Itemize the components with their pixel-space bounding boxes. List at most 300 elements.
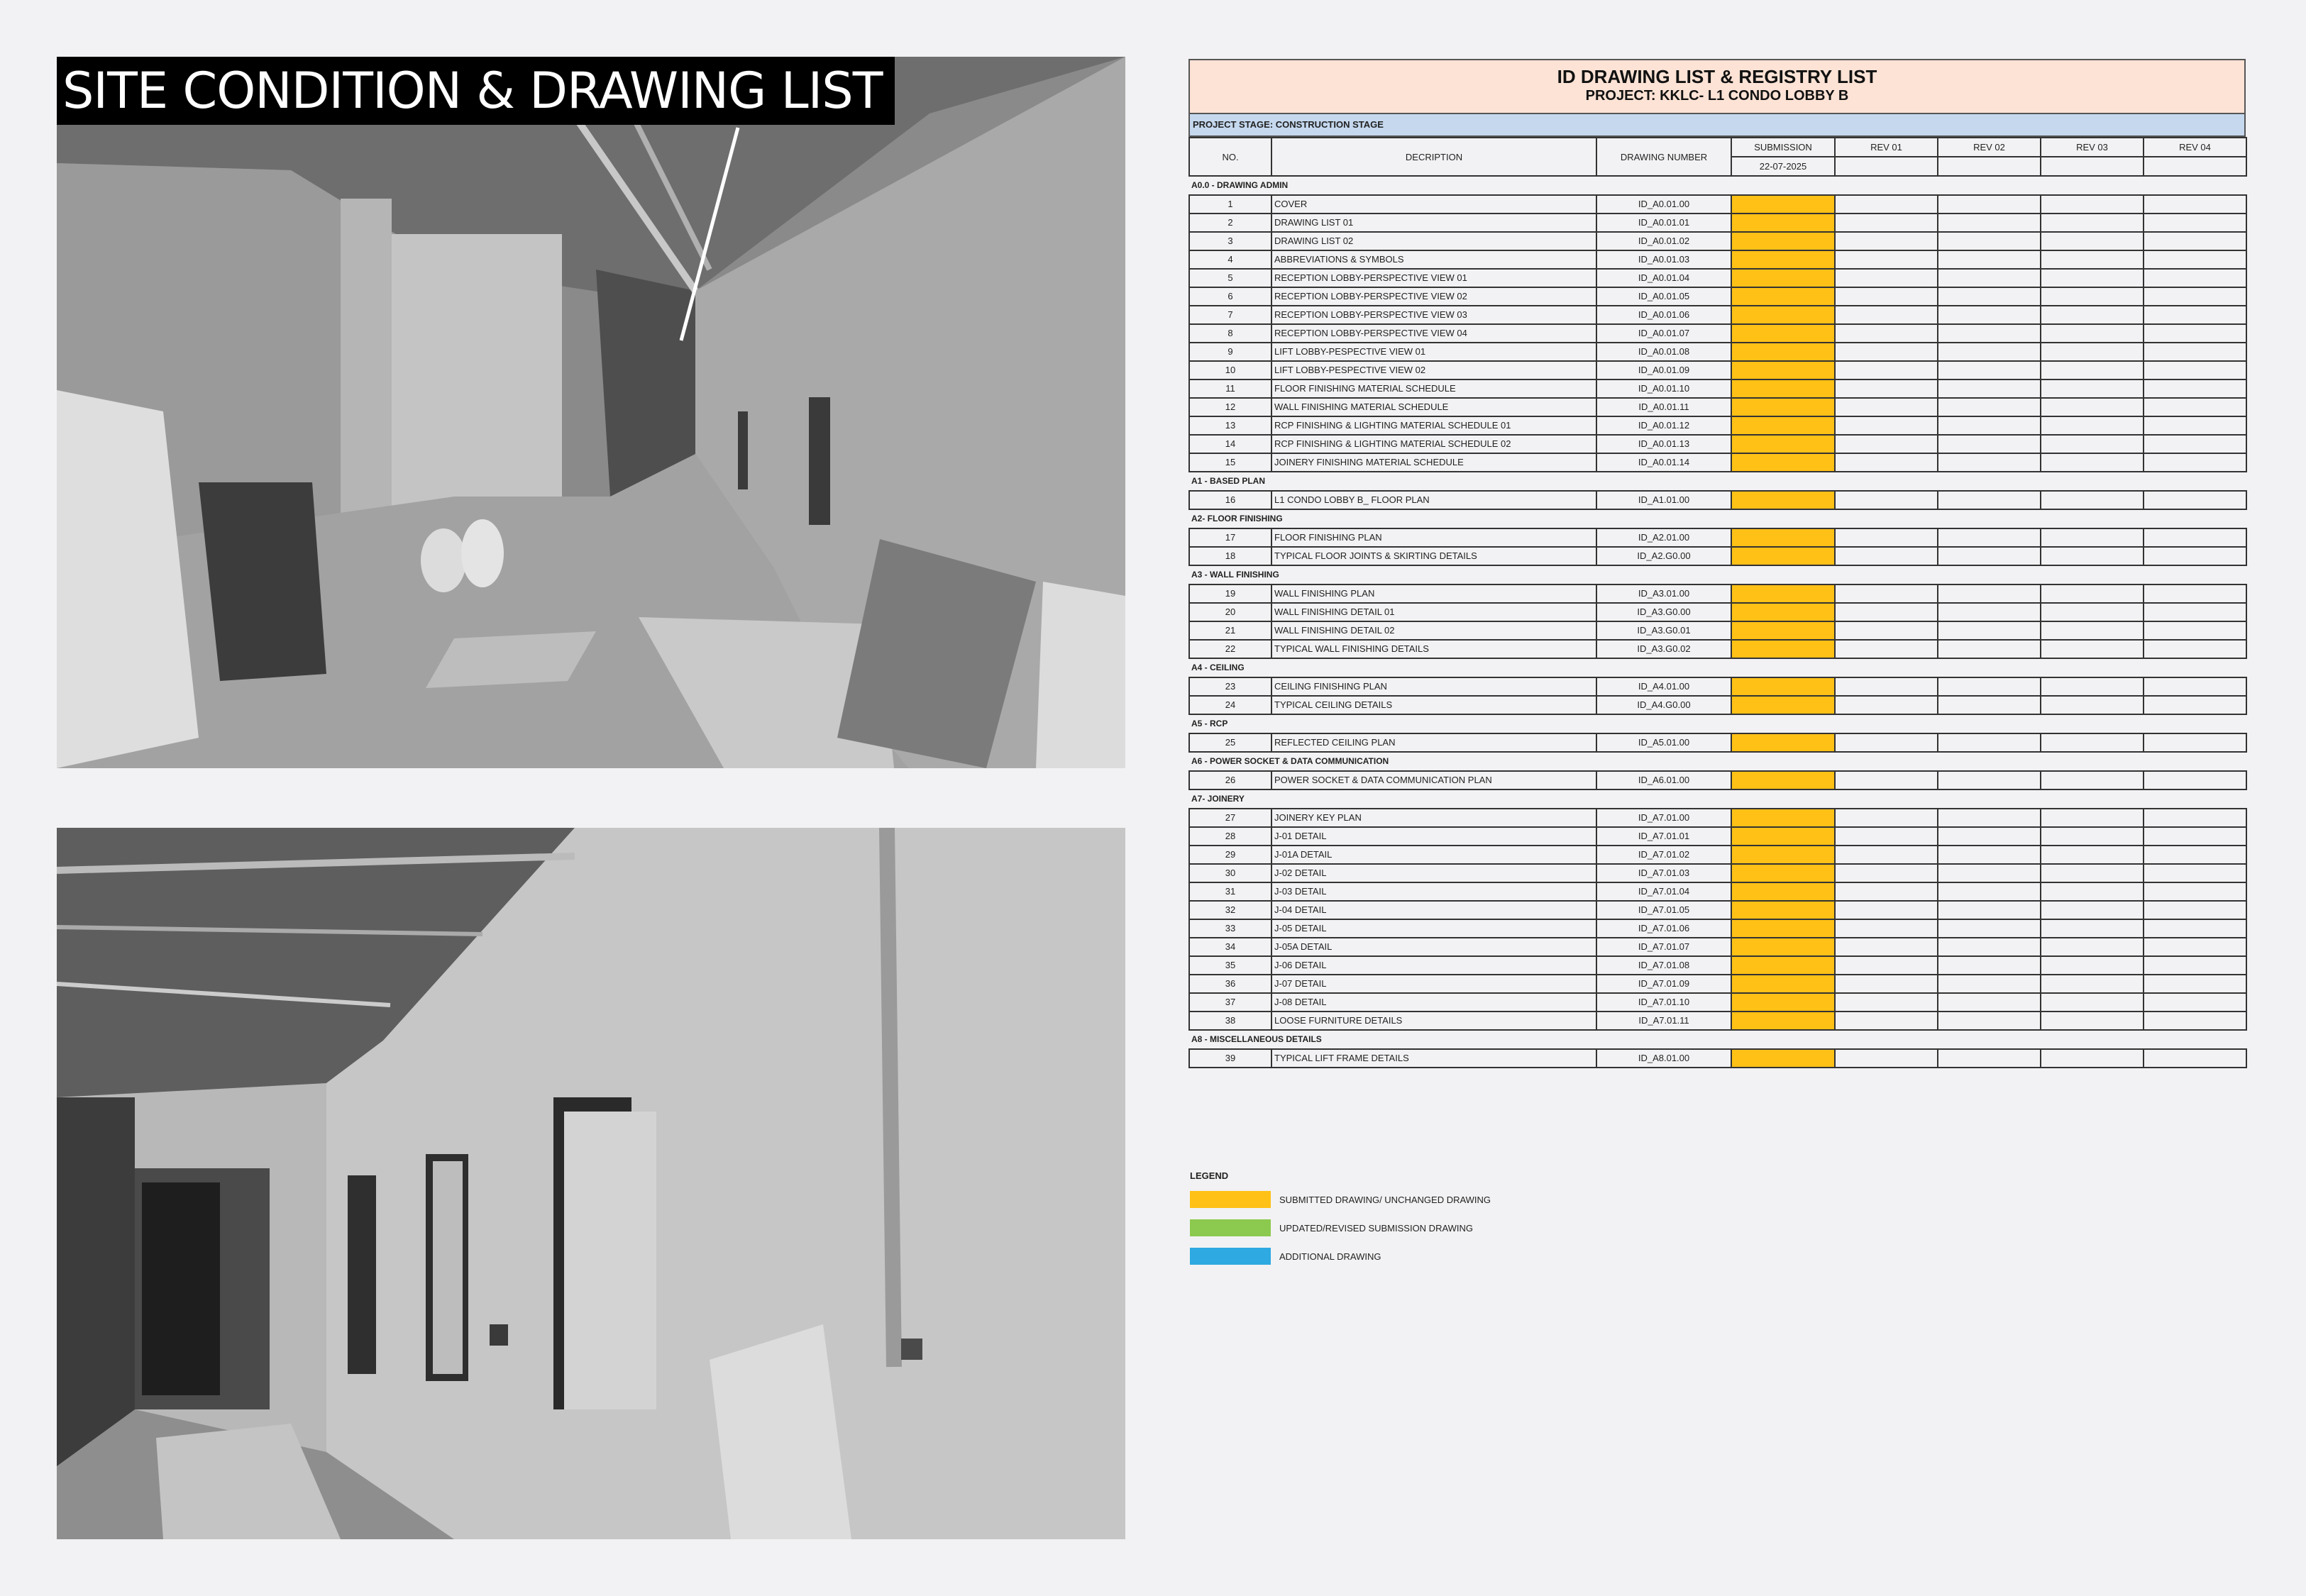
rev04-cell [2144, 232, 2246, 250]
rev04-cell [2144, 846, 2246, 864]
group-heading: A0.0 - DRAWING ADMIN [1189, 176, 2246, 195]
rev03-cell [2041, 603, 2144, 621]
rev04-cell [2144, 343, 2246, 361]
rev02-cell [1938, 195, 2041, 214]
drawing-registry [1188, 59, 2246, 1068]
registry-title: ID DRAWING LIST & REGISTRY LIST [1557, 66, 1877, 87]
rev04-cell [2144, 287, 2246, 306]
row-drawing-number: ID_A7.01.11 [1596, 1012, 1731, 1030]
row-drawing-number: ID_A2.01.00 [1596, 528, 1731, 547]
rev01-cell [1835, 1012, 1938, 1030]
rev02-cell [1938, 1012, 2041, 1030]
legend-title: LEGEND [1190, 1170, 1229, 1181]
group-row [1189, 714, 2246, 733]
rev02-cell [1938, 696, 2041, 714]
drawing-table [1188, 137, 2247, 1068]
rev04-cell [2144, 882, 2246, 901]
rev03-cell [2041, 975, 2144, 993]
row-drawing-number: ID_A0.01.09 [1596, 361, 1731, 379]
row-drawing-number: ID_A0.01.05 [1596, 287, 1731, 306]
row-drawing-number: ID_A7.01.00 [1596, 809, 1731, 827]
row-no: 18 [1189, 547, 1271, 565]
submission-cell [1731, 250, 1835, 269]
table-row [1189, 938, 2246, 956]
row-description: POWER SOCKET & DATA COMMUNICATION PLAN [1271, 771, 1596, 789]
table-row [1189, 733, 2246, 752]
group-row [1189, 752, 2246, 771]
rev04-cell [2144, 677, 2246, 696]
rev01-cell [1835, 677, 1938, 696]
row-drawing-number: ID_A3.G0.02 [1596, 640, 1731, 658]
row-drawing-number: ID_A1.01.00 [1596, 491, 1731, 509]
submission-cell [1731, 416, 1835, 435]
rev03-cell [2041, 733, 2144, 752]
row-description: J-02 DETAIL [1271, 864, 1596, 882]
group-row [1189, 658, 2246, 677]
rev01-cell [1835, 195, 1938, 214]
submission-cell [1731, 453, 1835, 472]
rev03-cell [2041, 287, 2144, 306]
row-drawing-number: ID_A4.G0.00 [1596, 696, 1731, 714]
table-row [1189, 993, 2246, 1012]
row-drawing-number: ID_A3.G0.00 [1596, 603, 1731, 621]
row-drawing-number: ID_A0.01.06 [1596, 306, 1731, 324]
rev02-cell [1938, 919, 2041, 938]
legend-item-additional [1190, 1242, 1491, 1270]
submission-cell [1731, 696, 1835, 714]
rev01-cell [1835, 827, 1938, 846]
row-drawing-number: ID_A7.01.05 [1596, 901, 1731, 919]
rev01-cell [1835, 379, 1938, 398]
rev04-cell [2144, 621, 2246, 640]
rev02-cell [1938, 882, 2041, 901]
table-row [1189, 214, 2246, 232]
row-drawing-number: ID_A0.01.14 [1596, 453, 1731, 472]
rev03-cell [2041, 938, 2144, 956]
rev02-cell [1938, 846, 2041, 864]
col-header-no: NO. [1189, 138, 1271, 176]
row-no: 17 [1189, 528, 1271, 547]
submission-cell [1731, 846, 1835, 864]
submission-cell [1731, 343, 1835, 361]
submission-cell [1731, 938, 1835, 956]
rev01-cell [1835, 435, 1938, 453]
rev02-cell [1938, 398, 2041, 416]
rev03-cell [2041, 621, 2144, 640]
row-description: J-04 DETAIL [1271, 901, 1596, 919]
rev01-cell [1835, 975, 1938, 993]
row-description: TYPICAL FLOOR JOINTS & SKIRTING DETAILS [1271, 547, 1596, 565]
rev02-cell [1938, 250, 2041, 269]
table-row [1189, 379, 2246, 398]
row-description: ABBREVIATIONS & SYMBOLS [1271, 250, 1596, 269]
table-row [1189, 398, 2246, 416]
row-no: 7 [1189, 306, 1271, 324]
rev02-cell [1938, 547, 2041, 565]
row-no: 14 [1189, 435, 1271, 453]
table-row [1189, 677, 2246, 696]
group-heading: A6 - POWER SOCKET & DATA COMMUNICATION [1189, 752, 2246, 771]
group-row [1189, 565, 2246, 584]
submission-cell [1731, 882, 1835, 901]
rev02-cell [1938, 603, 2041, 621]
table-row [1189, 771, 2246, 789]
row-no: 13 [1189, 416, 1271, 435]
rev04-cell [2144, 398, 2246, 416]
site-photo-corridor [57, 57, 1125, 768]
rev03-cell [2041, 528, 2144, 547]
row-no: 20 [1189, 603, 1271, 621]
site-photo-lift-lobby [57, 828, 1125, 1539]
row-description: J-01A DETAIL [1271, 846, 1596, 864]
table-row [1189, 306, 2246, 324]
col-header-description: DECRIPTION [1271, 138, 1596, 176]
rev01-cell [1835, 361, 1938, 379]
rev01-cell [1835, 919, 1938, 938]
rev01-cell [1835, 416, 1938, 435]
rev01-cell [1835, 696, 1938, 714]
rev03-cell [2041, 379, 2144, 398]
rev01-cell [1835, 214, 1938, 232]
row-no: 2 [1189, 214, 1271, 232]
row-description: JOINERY FINISHING MATERIAL SCHEDULE [1271, 453, 1596, 472]
rev02-cell [1938, 864, 2041, 882]
row-description: CEILING FINISHING PLAN [1271, 677, 1596, 696]
row-no: 5 [1189, 269, 1271, 287]
group-row [1189, 789, 2246, 809]
rev04-cell [2144, 1012, 2246, 1030]
rev01-cell [1835, 771, 1938, 789]
rev04-cell [2144, 195, 2246, 214]
rev04-cell [2144, 324, 2246, 343]
row-drawing-number: ID_A7.01.08 [1596, 956, 1731, 975]
group-heading: A4 - CEILING [1189, 658, 2246, 677]
rev04-cell [2144, 771, 2246, 789]
col-header-submission: SUBMISSION [1731, 138, 1835, 157]
row-no: 3 [1189, 232, 1271, 250]
rev02-cell [1938, 584, 2041, 603]
submission-cell [1731, 435, 1835, 453]
rev04-cell [2144, 491, 2246, 509]
rev01-cell [1835, 1049, 1938, 1068]
rev01-cell [1835, 287, 1938, 306]
rev03-cell [2041, 343, 2144, 361]
rev02-cell [1938, 232, 2041, 250]
legend-label: UPDATED/REVISED SUBMISSION DRAWING [1279, 1222, 1474, 1234]
row-no: 8 [1189, 324, 1271, 343]
rev01-cell [1835, 453, 1938, 472]
rev04-cell [2144, 993, 2246, 1012]
rev03-cell [2041, 846, 2144, 864]
row-description: RCP FINISHING & LIGHTING MATERIAL SCHEDULE 02 [1271, 435, 1596, 453]
row-no: 28 [1189, 827, 1271, 846]
submission-cell [1731, 827, 1835, 846]
rev02-cell [1938, 528, 2041, 547]
rev01-cell [1835, 603, 1938, 621]
table-row [1189, 453, 2246, 472]
rev02-cell [1938, 938, 2041, 956]
table-row [1189, 491, 2246, 509]
rev03-cell [2041, 306, 2144, 324]
rev03-cell [2041, 250, 2144, 269]
col-header-rev04: REV 04 [2144, 138, 2246, 157]
submission-cell [1731, 269, 1835, 287]
row-description: WALL FINISHING DETAIL 02 [1271, 621, 1596, 640]
table-row [1189, 640, 2246, 658]
row-description: LIFT LOBBY-PESPECTIVE VIEW 01 [1271, 343, 1596, 361]
rev04-cell [2144, 250, 2246, 269]
row-no: 26 [1189, 771, 1271, 789]
rev02-cell [1938, 435, 2041, 453]
rev02-cell [1938, 343, 2041, 361]
row-no: 4 [1189, 250, 1271, 269]
table-row [1189, 809, 2246, 827]
table-row [1189, 287, 2246, 306]
col-header-rev02: REV 02 [1938, 138, 2041, 157]
rev01-cell [1835, 528, 1938, 547]
submission-cell [1731, 195, 1835, 214]
row-description: DRAWING LIST 02 [1271, 232, 1596, 250]
rev04-cell [2144, 809, 2246, 827]
rev02-cell [1938, 214, 2041, 232]
rev03-cell [2041, 361, 2144, 379]
table-row [1189, 584, 2246, 603]
submission-cell [1731, 491, 1835, 509]
group-heading: A2- FLOOR FINISHING [1189, 509, 2246, 528]
rev04-cell [2144, 379, 2246, 398]
rev03-cell [2041, 901, 2144, 919]
row-description: WALL FINISHING DETAIL 01 [1271, 603, 1596, 621]
row-drawing-number: ID_A7.01.02 [1596, 846, 1731, 864]
row-description: RECEPTION LOBBY-PERSPECTIVE VIEW 04 [1271, 324, 1596, 343]
rev03-cell [2041, 398, 2144, 416]
rev04-cell [2144, 547, 2246, 565]
table-row [1189, 195, 2246, 214]
table-row [1189, 975, 2246, 993]
rev02-cell [1938, 640, 2041, 658]
row-description: WALL FINISHING MATERIAL SCHEDULE [1271, 398, 1596, 416]
rev03-cell [2041, 640, 2144, 658]
submission-cell [1731, 547, 1835, 565]
row-description: TYPICAL CEILING DETAILS [1271, 696, 1596, 714]
row-no: 9 [1189, 343, 1271, 361]
registry-project: PROJECT: KKLC- L1 CONDO LOBBY B [1585, 88, 1849, 104]
table-row [1189, 232, 2246, 250]
row-description: J-05 DETAIL [1271, 919, 1596, 938]
row-description: RECEPTION LOBBY-PERSPECTIVE VIEW 01 [1271, 269, 1596, 287]
rev03-cell [2041, 491, 2144, 509]
table-row [1189, 416, 2246, 435]
row-no: 33 [1189, 919, 1271, 938]
group-row [1189, 509, 2246, 528]
row-no: 34 [1189, 938, 1271, 956]
row-no: 29 [1189, 846, 1271, 864]
row-no: 30 [1189, 864, 1271, 882]
rev04-cell [2144, 938, 2246, 956]
rev04-cell [2144, 956, 2246, 975]
row-description: J-01 DETAIL [1271, 827, 1596, 846]
group-row [1189, 176, 2246, 195]
row-drawing-number: ID_A0.01.00 [1596, 195, 1731, 214]
legend-label: ADDITIONAL DRAWING [1279, 1251, 1381, 1262]
row-no: 15 [1189, 453, 1271, 472]
table-row [1189, 864, 2246, 882]
submission-date: 22-07-2025 [1731, 157, 1835, 176]
table-row [1189, 882, 2246, 901]
submission-cell [1731, 287, 1835, 306]
rev03-cell [2041, 416, 2144, 435]
row-description: COVER [1271, 195, 1596, 214]
rev02-cell [1938, 733, 2041, 752]
rev04-cell [2144, 696, 2246, 714]
row-drawing-number: ID_A3.G0.01 [1596, 621, 1731, 640]
submission-cell [1731, 214, 1835, 232]
rev01-cell [1835, 269, 1938, 287]
row-description: FLOOR FINISHING MATERIAL SCHEDULE [1271, 379, 1596, 398]
row-drawing-number: ID_A8.01.00 [1596, 1049, 1731, 1068]
submission-cell [1731, 398, 1835, 416]
page-title: SITE CONDITION & DRAWING LIST [57, 57, 895, 125]
table-row [1189, 435, 2246, 453]
row-description: L1 CONDO LOBBY B_ FLOOR PLAN [1271, 491, 1596, 509]
submission-cell [1731, 993, 1835, 1012]
group-heading: A8 - MISCELLANEOUS DETAILS [1189, 1030, 2246, 1049]
rev02-cell [1938, 993, 2041, 1012]
row-drawing-number: ID_A4.01.00 [1596, 677, 1731, 696]
row-description: REFLECTED CEILING PLAN [1271, 733, 1596, 752]
row-description: RCP FINISHING & LIGHTING MATERIAL SCHEDULE 01 [1271, 416, 1596, 435]
rev01-cell [1835, 809, 1938, 827]
submission-cell [1731, 1049, 1835, 1068]
rev01-cell [1835, 547, 1938, 565]
rev03-cell [2041, 696, 2144, 714]
submission-cell [1731, 306, 1835, 324]
row-no: 1 [1189, 195, 1271, 214]
rev03-cell [2041, 584, 2144, 603]
row-description: DRAWING LIST 01 [1271, 214, 1596, 232]
rev04-cell [2144, 603, 2246, 621]
submission-cell [1731, 733, 1835, 752]
row-drawing-number: ID_A0.01.07 [1596, 324, 1731, 343]
group-heading: A5 - RCP [1189, 714, 2246, 733]
rev02-cell [1938, 827, 2041, 846]
row-drawing-number: ID_A0.01.13 [1596, 435, 1731, 453]
rev04-cell [2144, 640, 2246, 658]
rev02-cell [1938, 361, 2041, 379]
rev03-cell [2041, 195, 2144, 214]
rev03-cell [2041, 956, 2144, 975]
rev03-cell [2041, 677, 2144, 696]
table-row [1189, 324, 2246, 343]
rev03-cell [2041, 214, 2144, 232]
row-description: J-08 DETAIL [1271, 993, 1596, 1012]
submission-cell [1731, 677, 1835, 696]
rev01-cell [1835, 306, 1938, 324]
table-row [1189, 919, 2246, 938]
rev01-cell [1835, 640, 1938, 658]
rev03-cell [2041, 453, 2144, 472]
submission-cell [1731, 528, 1835, 547]
submission-cell [1731, 361, 1835, 379]
rev04-cell [2144, 901, 2246, 919]
row-drawing-number: ID_A0.01.08 [1596, 343, 1731, 361]
row-no: 24 [1189, 696, 1271, 714]
submission-cell [1731, 901, 1835, 919]
row-no: 31 [1189, 882, 1271, 901]
table-row [1189, 827, 2246, 846]
group-row [1189, 1030, 2246, 1049]
rev04-cell [2144, 827, 2246, 846]
legend-swatch-green [1190, 1219, 1271, 1236]
rev03-cell [2041, 1012, 2144, 1030]
table-row [1189, 846, 2246, 864]
rev04-cell [2144, 584, 2246, 603]
rev01-cell [1835, 324, 1938, 343]
legend-item-updated [1190, 1214, 1491, 1242]
rev04-cell [2144, 306, 2246, 324]
rev03-cell [2041, 864, 2144, 882]
submission-cell [1731, 1012, 1835, 1030]
submission-cell [1731, 809, 1835, 827]
row-drawing-number: ID_A7.01.01 [1596, 827, 1731, 846]
rev03-cell [2041, 993, 2144, 1012]
table-row [1189, 956, 2246, 975]
rev03-cell [2041, 809, 2144, 827]
submission-cell [1731, 975, 1835, 993]
submission-cell [1731, 379, 1835, 398]
row-description: TYPICAL LIFT FRAME DETAILS [1271, 1049, 1596, 1068]
row-no: 27 [1189, 809, 1271, 827]
rev02-cell [1938, 621, 2041, 640]
rev04-cell [2144, 864, 2246, 882]
row-no: 6 [1189, 287, 1271, 306]
rev02-cell [1938, 453, 2041, 472]
rev03-cell [2041, 882, 2144, 901]
row-no: 36 [1189, 975, 1271, 993]
rev01-cell [1835, 491, 1938, 509]
rev03-cell [2041, 827, 2144, 846]
submission-cell [1731, 640, 1835, 658]
row-no: 22 [1189, 640, 1271, 658]
row-description: RECEPTION LOBBY-PERSPECTIVE VIEW 03 [1271, 306, 1596, 324]
row-no: 21 [1189, 621, 1271, 640]
row-no: 25 [1189, 733, 1271, 752]
legend-swatch-blue [1190, 1248, 1271, 1265]
row-drawing-number: ID_A0.01.02 [1596, 232, 1731, 250]
rev03-cell [2041, 1049, 2144, 1068]
row-drawing-number: ID_A0.01.01 [1596, 214, 1731, 232]
row-drawing-number: ID_A7.01.04 [1596, 882, 1731, 901]
rev01-cell [1835, 938, 1938, 956]
legend-item-submitted [1190, 1185, 1491, 1214]
row-no: 12 [1189, 398, 1271, 416]
rev02-cell [1938, 416, 2041, 435]
rev02-cell [1938, 306, 2041, 324]
rev04-cell [2144, 214, 2246, 232]
row-description: LOOSE FURNITURE DETAILS [1271, 1012, 1596, 1030]
table-row [1189, 1049, 2246, 1068]
rev02-cell [1938, 901, 2041, 919]
table-row [1189, 547, 2246, 565]
legend-swatch-yellow [1190, 1191, 1271, 1208]
row-drawing-number: ID_A7.01.10 [1596, 993, 1731, 1012]
row-no: 23 [1189, 677, 1271, 696]
rev04-cell [2144, 975, 2246, 993]
submission-cell [1731, 232, 1835, 250]
legend-label: SUBMITTED DRAWING/ UNCHANGED DRAWING [1279, 1194, 1491, 1205]
group-heading: A7- JOINERY [1189, 789, 2246, 809]
table-row [1189, 603, 2246, 621]
